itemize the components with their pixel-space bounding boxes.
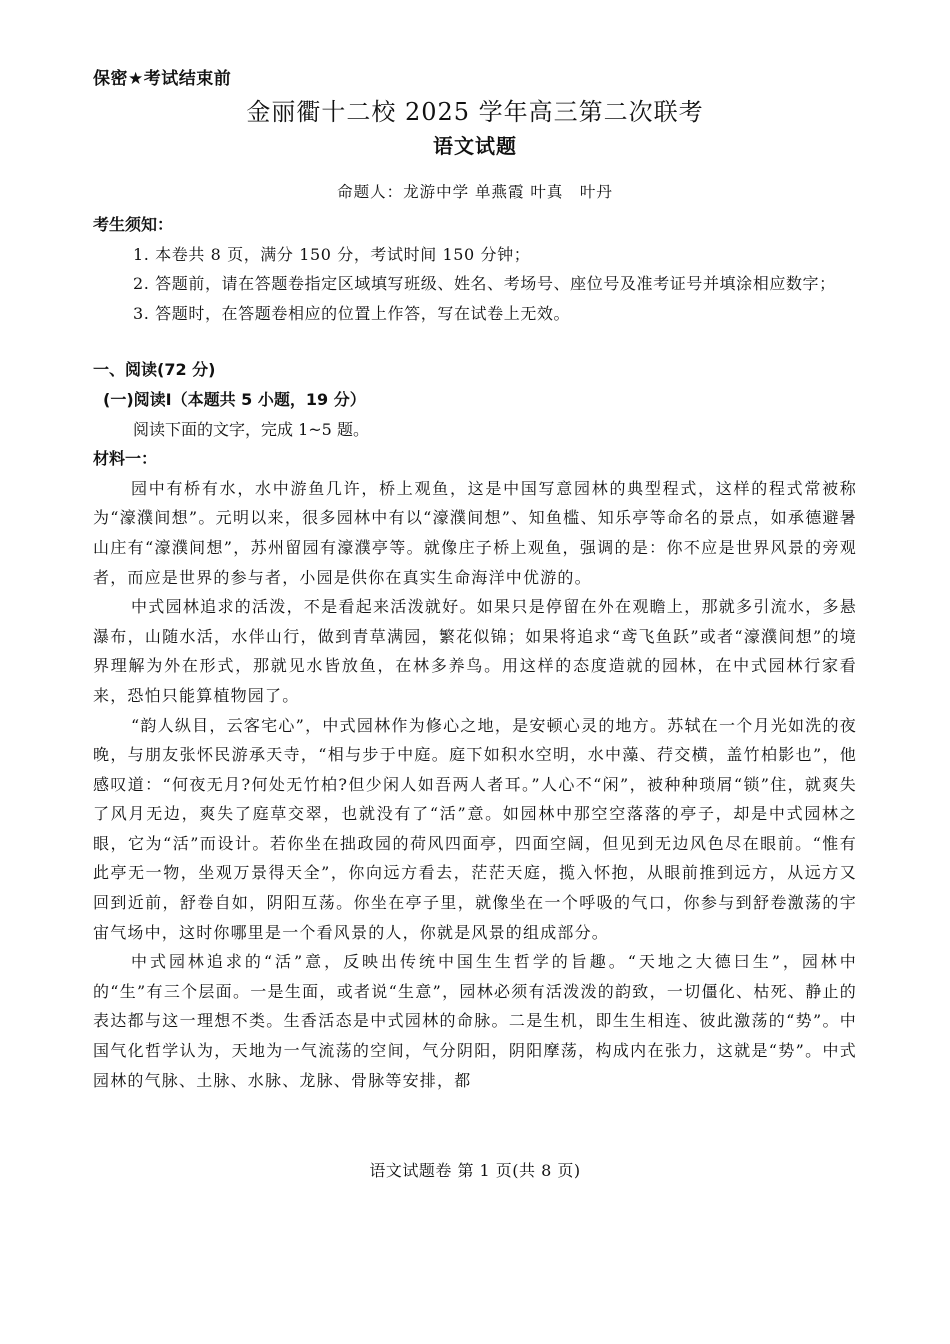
subject-title: 语文试题 (433, 134, 517, 158)
exam-title: 金丽衢十二校 2025 学年高三第二次联考 (246, 98, 704, 126)
paragraph-1: 园中有桥有水，水中游鱼几许，桥上观鱼，这是中国写意园林的典型程式，这样的程式常被称为“濠濮间想”。元明以来，很多园林中有以“濠濮间想”、知鱼槛、知乐亭等命名的景点，如承德避暑山庄有“濠濮间想”，苏州留园有濠濮亭等。就像庄子桥上观鱼，强调的是：你不应是世界风景的旁观者，而应是世界的参与者，小园是供你在真实生命海洋中优游的。 (93, 478, 857, 587)
sub-section-heading: (一)阅读Ⅰ（本题共 5 小题，19 分） (103, 389, 366, 409)
section-heading: 一、阅读(72 分) (93, 360, 216, 380)
page-content (93, 210, 857, 1095)
notice-heading: 考生须知： (93, 215, 174, 234)
notice-item-1: 1. 本卷共 8 页，满分 150 分，考试时间 150 分钟； (133, 244, 531, 264)
notice-item-3: 3. 答题时，在答题卷相应的位置上作答，写在试卷上无效。 (133, 303, 571, 323)
authors-line: 命题人：龙游中学 单燕霞 叶真 叶丹 (337, 183, 613, 201)
confidential-label: 保密★考试结束前 (93, 69, 232, 89)
paragraph-3: “韵人纵目，云客宅心”，中式园林作为修心之地，是安顿心灵的地方。苏轼在一个月光如洗的夜晚，与朋友张怀民游承天寺，“相与步于中庭。庭下如积水空明，水中藻、荇交横，盖竹柏影也”，他感叹道：“何夜无月?何处无竹柏?但少闲人如吾两人者耳。”人心不“闲”，被种种琐屑“锁”住，就爽失了风月无边，爽失了庭草交翠，也就没有了“活”意。如园林中那空空落落的亭子，却是中式园林之眼，它为“活”而设计。若你坐在拙政园的荷风四面亭，四面空阔，但见到无边风色尽在眼前。“惟有此亭无一物，坐观万景得天全”，你向远方看去，茫茫天庭，揽入怀抱，从眼前推到远方，从远方又回到近前，舒卷自如，阴阳互荡。你坐在亭子里，就像坐在一个呼吸的气口，你参与到舒卷激荡的宇宙气场中，这时你哪里是一个看风景的人，你就是风景的组成部分。 (93, 715, 857, 942)
material-label: 材料一： (93, 449, 158, 469)
instruction-text: 阅读下面的文字，完成 1~5 题。 (133, 419, 369, 439)
paragraph-2: 中式园林追求的活泼，不是看起来活泼就好。如果只是停留在外在观瞻上，那就多引流水，多悬瀑布，山随水活，水伴山行，做到青草满园，繁花似锦；如果将追求“鸢飞鱼跃”或者“濠濮间想”的境界理解为外在形式，那就见水皆放鱼，在林多养鸟。用这样的态度造就的园林，在中式园林行家看来，恐怕只能算植物园了。 (93, 597, 857, 705)
paragraph-4: 中式园林追求的“活”意，反映出传统中国生生哲学的旨趣。“天地之大德曰生”，园林中的“生”有三个层面。一是生面，或者说“生意”，园林必须有活泼泼的韵致，一切僵化、枯死、静止的表达都与这一理想不类。生香活态是中式园林的命脉。二是生机，即生生相连、彼此激荡的“势”。中国气化哲学认为，天地为一气流荡的空间，气分阴阳，阴阳摩荡，构成内在张力，这就是“势”。中式园林的气脉、土脉、水脉、龙脉、骨脉等安排，都 (93, 952, 857, 1090)
notice-item-2: 2. 答题前，请在答题卷指定区域填写班级、姓名、考场号、座位号及准考证号并填涂相应数字； (133, 274, 836, 294)
page-footer: 语文试题卷 第 1 页(共 8 页) (369, 1161, 581, 1180)
